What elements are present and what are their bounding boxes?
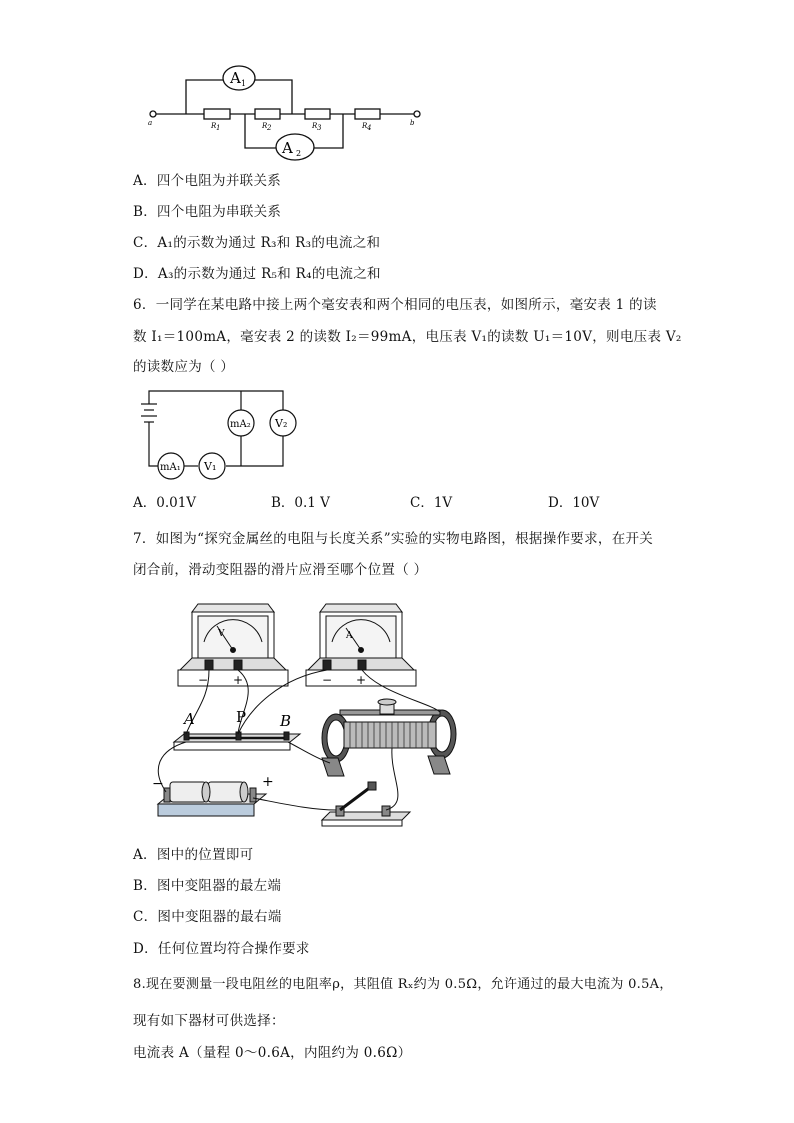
q7-stem-line1: 7．如图为“探究金属丝的电阻与长度关系”实验的实物电路图，根据操作要求，在开关 (133, 531, 654, 547)
knife-switch (322, 820, 402, 826)
svg-text:+: + (262, 774, 274, 790)
q8-stem-line2: 现有如下器材可供选择： (133, 1013, 285, 1029)
svg-text:−: − (152, 776, 164, 792)
svg-text:2: 2 (296, 149, 302, 158)
battery-holder (158, 804, 254, 816)
svg-text:R: R (211, 122, 217, 130)
q6-option-a: A．0.01V (133, 495, 197, 511)
q5-option-c: C．A₁的示数为通过 R₃和 R₃的电流之和 (133, 235, 381, 251)
svg-text:R: R (312, 122, 318, 130)
svg-text:1: 1 (241, 79, 247, 88)
q6-option-b: B．0.1 V (271, 495, 330, 511)
node-b-label: b (410, 119, 415, 127)
q6-stem-line2: 数 I₁＝100mA，毫安表 2 的读数 I₂＝99mA，电压表 V₁的读数 U₁＝10V，则电压表 V₂ (133, 329, 682, 345)
a2-label: A (282, 139, 293, 157)
figure-circuit-voltmeters (130, 386, 300, 482)
q6-stem-line3: 的读数应为（ ） (133, 359, 235, 375)
q8-stem-line3: 电流表 A（量程 0～0.6A，内阻约为 0.6Ω） (133, 1045, 412, 1061)
resistor-r2 (255, 109, 280, 119)
q6-option-d: D．10V (548, 495, 600, 511)
svg-text:V₂: V₂ (275, 417, 288, 430)
svg-text:R: R (262, 122, 268, 130)
resistor-r3 (305, 109, 330, 119)
svg-text:4: 4 (367, 124, 372, 132)
q7-option-c: C．图中变阻器的最右端 (133, 909, 282, 925)
a1-label: A (230, 69, 241, 87)
resistor-r4 (355, 109, 380, 119)
svg-text:−: − (198, 673, 209, 687)
figure-circuit-ammeters (140, 62, 430, 162)
svg-text:mA₁: mA₁ (160, 462, 181, 473)
q6-stem-line1: 6．一同学在某电路中接上两个毫安表和两个相同的电压表，如图所示，毫安表 1 的读 (133, 297, 657, 313)
svg-text:1: 1 (216, 124, 221, 132)
label-b: B (280, 712, 292, 730)
svg-text:3: 3 (317, 124, 322, 132)
svg-text:mA₂: mA₂ (230, 419, 251, 430)
q7-option-b: B．图中变阻器的最左端 (133, 878, 282, 894)
label-p: P (236, 708, 247, 726)
figure-experiment-apparatus (140, 598, 480, 830)
svg-text:−: − (322, 673, 333, 687)
q8-stem-line1: 8.现在要测量一段电阻丝的电阻率ρ，其阻值 Rₓ约为 0.5Ω，允许通过的最大电流为 0.5A， (133, 977, 673, 992)
q5-option-d: D．A₃的示数为通过 R₅和 R₄的电流之和 (133, 266, 381, 282)
q7-stem-line2: 闭合前，滑动变阻器的滑片应滑至哪个位置（ ） (133, 562, 428, 578)
svg-text:A: A (346, 631, 353, 641)
q7-option-d: D．任何位置均符合操作要求 (133, 941, 310, 957)
resistance-wire-board (174, 742, 290, 750)
svg-text:V: V (218, 629, 225, 639)
node-a-label: a (148, 119, 153, 127)
svg-text:R: R (362, 122, 368, 130)
q5-option-b: B．四个电阻为串联关系 (133, 204, 282, 220)
svg-text:2: 2 (267, 124, 272, 132)
q5-option-a: A．四个电阻为并联关系 (133, 173, 282, 189)
svg-text:V₁: V₁ (204, 460, 217, 473)
svg-text:+: + (356, 673, 367, 687)
svg-text:+: + (233, 673, 244, 687)
q7-option-a: A．图中的位置即可 (133, 847, 254, 863)
label-a: A (184, 710, 195, 728)
q6-option-c: C．1V (410, 495, 453, 511)
resistor-r1 (204, 109, 230, 119)
